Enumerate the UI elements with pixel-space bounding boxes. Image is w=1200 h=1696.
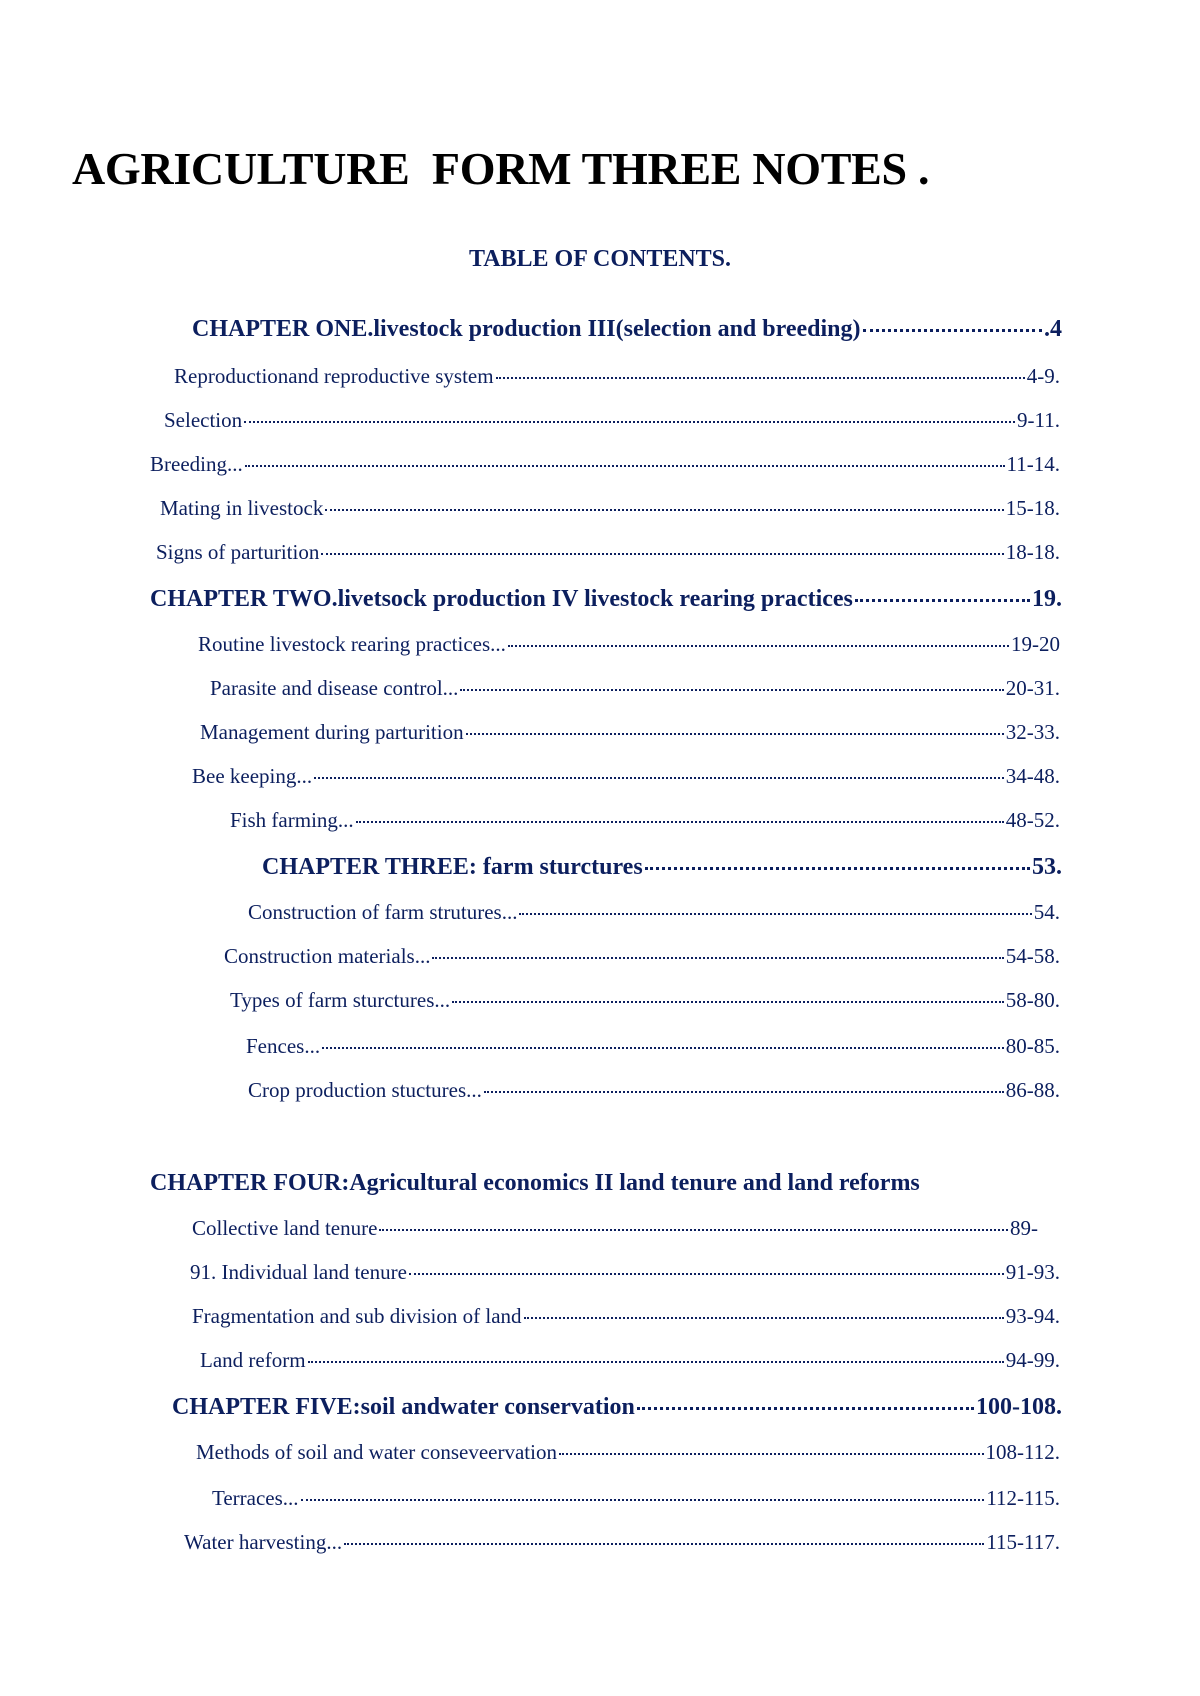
toc-entry[interactable] [150, 452, 1060, 484]
toc-entry[interactable] [198, 632, 1060, 664]
toc-entry[interactable] [230, 808, 1060, 840]
toc-entry-label: Fragmentation and sub division of land [192, 1304, 522, 1328]
dot-leader [245, 465, 1005, 467]
dot-leader [356, 821, 1004, 823]
toc-entry[interactable] [192, 1304, 1060, 1336]
toc-entry[interactable] [224, 944, 1060, 976]
toc-entry-label: Bee keeping... [192, 764, 313, 788]
toc-entry-pages: 4-9. [1026, 364, 1060, 388]
toc-entry[interactable] [164, 408, 1060, 440]
dot-leader [344, 1543, 984, 1545]
toc-entry[interactable] [174, 364, 1060, 396]
dot-leader [508, 645, 1009, 647]
toc-entry-label: Routine livestock rearing practices... [198, 632, 506, 656]
toc-entry-pages: 80-85. [1005, 1034, 1060, 1058]
toc-entry-pages: 115-117. [986, 1530, 1060, 1554]
dot-leader [524, 1317, 1004, 1319]
toc-entry-pages: 54. [1033, 900, 1060, 924]
toc-entry[interactable] [248, 900, 1060, 932]
toc-heading: TABLE OF CONTENTS. [468, 246, 732, 272]
toc-entry[interactable] [196, 1440, 1060, 1472]
dot-leader [432, 957, 1003, 959]
toc-chapter-four[interactable] [150, 1170, 1062, 1202]
toc-entry-pages: 32-33. [1005, 720, 1060, 744]
toc-chapter-three[interactable] [262, 854, 1062, 886]
dot-leader [637, 1407, 974, 1410]
toc-entry-pages: 53. [1032, 854, 1062, 880]
toc-entry[interactable] [156, 540, 1060, 572]
dot-leader [519, 913, 1031, 915]
toc-entry-pages: 89- [1010, 1216, 1038, 1240]
toc-entry-pages: 34-48. [1005, 764, 1060, 788]
toc-entry-label: Methods of soil and water conseveervation [196, 1440, 557, 1464]
dot-leader [559, 1453, 984, 1455]
toc-chapter-five[interactable] [172, 1394, 1062, 1426]
toc-entry-label: Fish farming... [230, 808, 354, 832]
toc-entry-label: Terraces... [212, 1486, 299, 1510]
dot-leader [244, 421, 1015, 423]
toc-entry-pages: 108-112. [985, 1440, 1060, 1464]
toc-entry-label: CHAPTER ONE.livestock production III(selection and breeding) [192, 316, 861, 342]
dot-leader [466, 733, 1004, 735]
toc-entry-label: Fences... [246, 1034, 321, 1058]
toc-entry-label: Breeding... [150, 452, 243, 476]
toc-entry-label: Types of farm sturctures... [230, 988, 451, 1012]
toc-entry[interactable] [246, 1034, 1060, 1066]
toc-entry-label: Construction of farm strutures... [248, 900, 518, 924]
toc-entry-label: CHAPTER FIVE:soil andwater conservation [172, 1394, 635, 1420]
toc-entry-label: Signs of parturition [156, 540, 320, 564]
toc-entry[interactable] [200, 1348, 1060, 1380]
toc-entry-label: Selection [164, 408, 243, 432]
toc-entry-label: Construction materials... [224, 944, 431, 968]
toc-entry[interactable] [184, 1530, 1060, 1562]
toc-entry-pages: 54-58. [1005, 944, 1060, 968]
document-title: AGRICULTURE FORM THREE NOTES . [72, 143, 930, 194]
toc-entry-pages: 100-108. [976, 1394, 1062, 1420]
toc-entry-label: 91. Individual land tenure [190, 1260, 407, 1284]
toc-entry-pages: 18-18. [1005, 540, 1060, 564]
toc-entry-pages: .4 [1044, 316, 1062, 342]
toc-entry-pages: 48-52. [1005, 808, 1060, 832]
toc-entry-label: Crop production stuctures... [248, 1078, 482, 1102]
toc-entry-pages: 86-88. [1005, 1078, 1060, 1102]
dot-leader [645, 867, 1030, 870]
toc-entry-pages: 58-80. [1005, 988, 1060, 1012]
toc-entry-label: Reproductionand reproductive system [174, 364, 494, 388]
toc-entry[interactable] [192, 764, 1060, 796]
toc-entry[interactable] [192, 1216, 1038, 1248]
toc-entry-pages: 91-93. [1005, 1260, 1060, 1284]
toc-entry-pages: 19-20 [1011, 632, 1060, 656]
toc-entry-pages: 9-11. [1017, 408, 1060, 432]
toc-entry-label: Management during parturition [200, 720, 464, 744]
toc-chapter-one[interactable] [192, 316, 1062, 348]
toc-entry[interactable] [212, 1486, 1060, 1518]
toc-entry-label: Mating in livestock [160, 496, 324, 520]
dot-leader [863, 329, 1043, 332]
toc-entry[interactable] [160, 496, 1060, 528]
dot-leader [452, 1001, 1004, 1003]
toc-entry-pages: 93-94. [1005, 1304, 1060, 1328]
dot-leader [314, 777, 1004, 779]
toc-entry-pages: 19. [1032, 586, 1062, 612]
toc-entry-pages: 15-18. [1005, 496, 1060, 520]
dot-leader [308, 1361, 1004, 1363]
dot-leader [496, 377, 1025, 379]
toc-entry-label: CHAPTER TWO.livetsock production IV livestock rearing practices [150, 586, 853, 612]
toc-entry-label: Parasite and disease control... [210, 676, 459, 700]
toc-entry-label: CHAPTER THREE: farm sturctures [262, 854, 643, 880]
toc-entry-label: Collective land tenure [192, 1216, 378, 1240]
toc-entry[interactable] [200, 720, 1060, 752]
dot-leader [322, 1047, 1004, 1049]
dot-leader [460, 689, 1003, 691]
dot-leader [379, 1229, 1008, 1231]
toc-entry-label: CHAPTER FOUR:Agricultural economics II land tenure and land reforms [150, 1170, 920, 1196]
dot-leader [325, 509, 1003, 511]
dot-leader [855, 599, 1030, 602]
dot-leader [321, 553, 1003, 555]
dot-leader [301, 1499, 985, 1501]
toc-entry-label: Water harvesting... [184, 1530, 343, 1554]
toc-chapter-two[interactable] [150, 586, 1062, 618]
toc-entry-pages: 20-31. [1005, 676, 1060, 700]
toc-entry[interactable] [190, 1260, 1060, 1292]
toc-entry-pages: 112-115. [986, 1486, 1060, 1510]
toc-entry-pages: 94-99. [1005, 1348, 1060, 1372]
toc-entry[interactable] [230, 988, 1060, 1020]
dot-leader [484, 1091, 1004, 1093]
toc-entry-pages: 11-14. [1006, 452, 1060, 476]
toc-entry[interactable] [248, 1078, 1060, 1110]
toc-entry-label: Land reform [200, 1348, 306, 1372]
toc-entry[interactable] [210, 676, 1060, 708]
dot-leader [409, 1273, 1004, 1275]
